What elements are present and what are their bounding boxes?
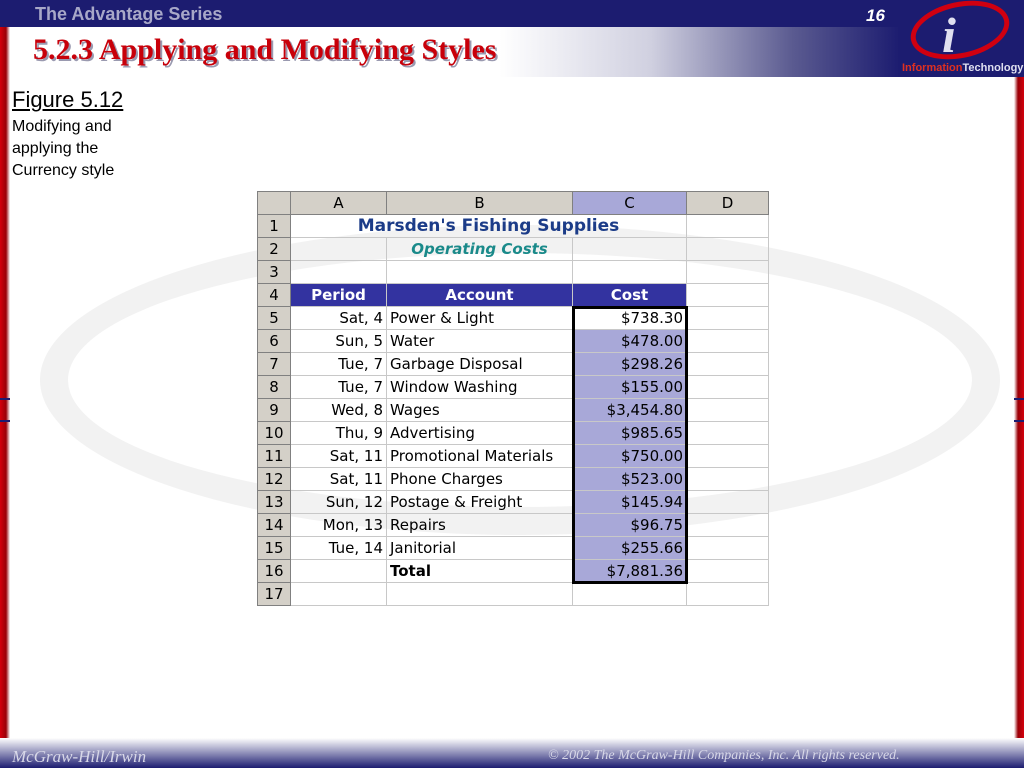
table-row	[258, 491, 769, 514]
account-cell[interactable]: Janitorial	[387, 537, 573, 560]
row-header[interactable]: 11	[258, 445, 291, 468]
spreadsheet-grid	[257, 191, 769, 606]
row-header[interactable]: 2	[258, 238, 291, 261]
row-header[interactable]: 1	[258, 215, 291, 238]
cell[interactable]	[687, 284, 769, 307]
cell[interactable]	[687, 514, 769, 537]
cell[interactable]	[387, 583, 573, 606]
account-cell[interactable]: Power & Light	[387, 307, 573, 330]
figure-description: Modifying and applying the Currency style	[12, 118, 115, 179]
cost-cell[interactable]: $155.00	[573, 376, 687, 399]
right-deco-line	[1014, 420, 1024, 422]
cell[interactable]	[687, 399, 769, 422]
cell[interactable]	[687, 491, 769, 514]
slide-title: 5.2.3 Applying and Modifying Styles	[33, 33, 497, 66]
cell[interactable]	[573, 583, 687, 606]
account-cell[interactable]: Advertising	[387, 422, 573, 445]
row-header[interactable]: 13	[258, 491, 291, 514]
row-header[interactable]: 8	[258, 376, 291, 399]
row-header[interactable]: 5	[258, 307, 291, 330]
cell[interactable]	[291, 583, 387, 606]
table-row	[258, 445, 769, 468]
cost-cell[interactable]: $478.00	[573, 330, 687, 353]
cell[interactable]	[687, 238, 769, 261]
logo-ellipse-icon	[905, 0, 1014, 68]
table-row	[258, 583, 769, 606]
header-cell-cost[interactable]: Cost	[573, 284, 687, 307]
period-cell[interactable]: Tue, 7	[291, 376, 387, 399]
account-cell[interactable]: Water	[387, 330, 573, 353]
spreadsheet	[257, 191, 769, 606]
total-row	[258, 560, 769, 583]
series-label: The Advantage Series	[35, 4, 223, 24]
copyright-notice: © 2002 The McGraw-Hill Companies, Inc. All rights reserved.	[548, 748, 900, 763]
period-cell[interactable]: Mon, 13	[291, 514, 387, 537]
cell[interactable]	[687, 422, 769, 445]
table-row	[258, 422, 769, 445]
row-header[interactable]: 12	[258, 468, 291, 491]
information-technology-logo	[898, 0, 1024, 77]
cell[interactable]	[687, 468, 769, 491]
account-cell[interactable]: Phone Charges	[387, 468, 573, 491]
period-cell[interactable]: Tue, 14	[291, 537, 387, 560]
cost-cell[interactable]: $3,454.80	[573, 399, 687, 422]
cost-cell[interactable]: $298.26	[573, 353, 687, 376]
column-header-a[interactable]: A	[291, 192, 387, 215]
cost-cell[interactable]: $738.30	[573, 307, 687, 330]
account-cell[interactable]: Repairs	[387, 514, 573, 537]
logo-i-icon: i	[942, 7, 956, 63]
left-deco-line	[0, 420, 10, 422]
row-header[interactable]: 14	[258, 514, 291, 537]
period-cell[interactable]: Thu, 9	[291, 422, 387, 445]
table-row	[258, 399, 769, 422]
cost-cell[interactable]: $750.00	[573, 445, 687, 468]
account-cell[interactable]: Promotional Materials	[387, 445, 573, 468]
cell[interactable]	[687, 376, 769, 399]
account-cell[interactable]: Window Washing	[387, 376, 573, 399]
cell[interactable]	[291, 261, 387, 284]
cell[interactable]	[687, 353, 769, 376]
publisher-label: McGraw-Hill/Irwin	[12, 747, 147, 766]
row-header[interactable]: 10	[258, 422, 291, 445]
cell[interactable]	[687, 445, 769, 468]
cost-cell[interactable]: $523.00	[573, 468, 687, 491]
table-row	[258, 514, 769, 537]
cell[interactable]	[687, 261, 769, 284]
cell[interactable]	[687, 330, 769, 353]
header-cell-period[interactable]: Period	[291, 284, 387, 307]
total-label-cell[interactable]: Total	[387, 560, 573, 583]
top-bar	[0, 0, 1024, 27]
cost-cell[interactable]: $96.75	[573, 514, 687, 537]
account-cell[interactable]: Garbage Disposal	[387, 353, 573, 376]
cell[interactable]	[387, 261, 573, 284]
column-header-c[interactable]: C	[573, 192, 687, 215]
cell[interactable]	[573, 261, 687, 284]
table-row	[258, 330, 769, 353]
cost-cell[interactable]: $985.65	[573, 422, 687, 445]
row-header[interactable]: 17	[258, 583, 291, 606]
sheet-title-cell[interactable]: Marsden's Fishing Supplies	[291, 215, 687, 238]
right-frame	[1014, 0, 1024, 768]
table-row	[258, 353, 769, 376]
row-header[interactable]: 3	[258, 261, 291, 284]
period-cell[interactable]: Sat, 11	[291, 445, 387, 468]
row-header[interactable]: 9	[258, 399, 291, 422]
table-row	[258, 537, 769, 560]
row-header[interactable]: 16	[258, 560, 291, 583]
period-cell[interactable]: Sun, 5	[291, 330, 387, 353]
row-header[interactable]: 4	[258, 284, 291, 307]
cost-cell[interactable]: $145.94	[573, 491, 687, 514]
cost-cell[interactable]: $255.66	[573, 537, 687, 560]
left-frame	[0, 0, 10, 768]
period-cell[interactable]: Wed, 8	[291, 399, 387, 422]
row-header[interactable]: 7	[258, 353, 291, 376]
page-number: 16	[866, 6, 885, 25]
period-cell[interactable]: Sat, 11	[291, 468, 387, 491]
row-header[interactable]: 15	[258, 537, 291, 560]
cell[interactable]	[291, 560, 387, 583]
column-header-d[interactable]: D	[687, 192, 769, 215]
cell[interactable]	[687, 307, 769, 330]
cell[interactable]	[687, 560, 769, 583]
cell[interactable]	[573, 238, 687, 261]
account-cell[interactable]: Postage & Freight	[387, 491, 573, 514]
cell[interactable]	[687, 537, 769, 560]
cell[interactable]	[687, 215, 769, 238]
logo-text: InformationTechnology	[902, 62, 1024, 74]
period-cell[interactable]: Sat, 4	[291, 307, 387, 330]
row-header[interactable]: 6	[258, 330, 291, 353]
column-header-b[interactable]: B	[387, 192, 573, 215]
period-cell[interactable]: Sun, 12	[291, 491, 387, 514]
table-row	[258, 376, 769, 399]
cell[interactable]	[291, 238, 387, 261]
select-all-corner[interactable]	[258, 192, 291, 215]
total-cost-cell[interactable]: $7,881.36	[573, 560, 687, 583]
right-deco-line	[1014, 398, 1024, 400]
left-deco-line	[0, 398, 10, 400]
period-cell[interactable]: Tue, 7	[291, 353, 387, 376]
table-row	[258, 468, 769, 491]
sheet-subtitle-cell[interactable]: Operating Costs	[387, 238, 573, 261]
table-row	[258, 307, 769, 330]
account-cell[interactable]: Wages	[387, 399, 573, 422]
header-cell-account[interactable]: Account	[387, 284, 573, 307]
cell[interactable]	[687, 583, 769, 606]
figure-title: Figure 5.12	[12, 87, 124, 112]
